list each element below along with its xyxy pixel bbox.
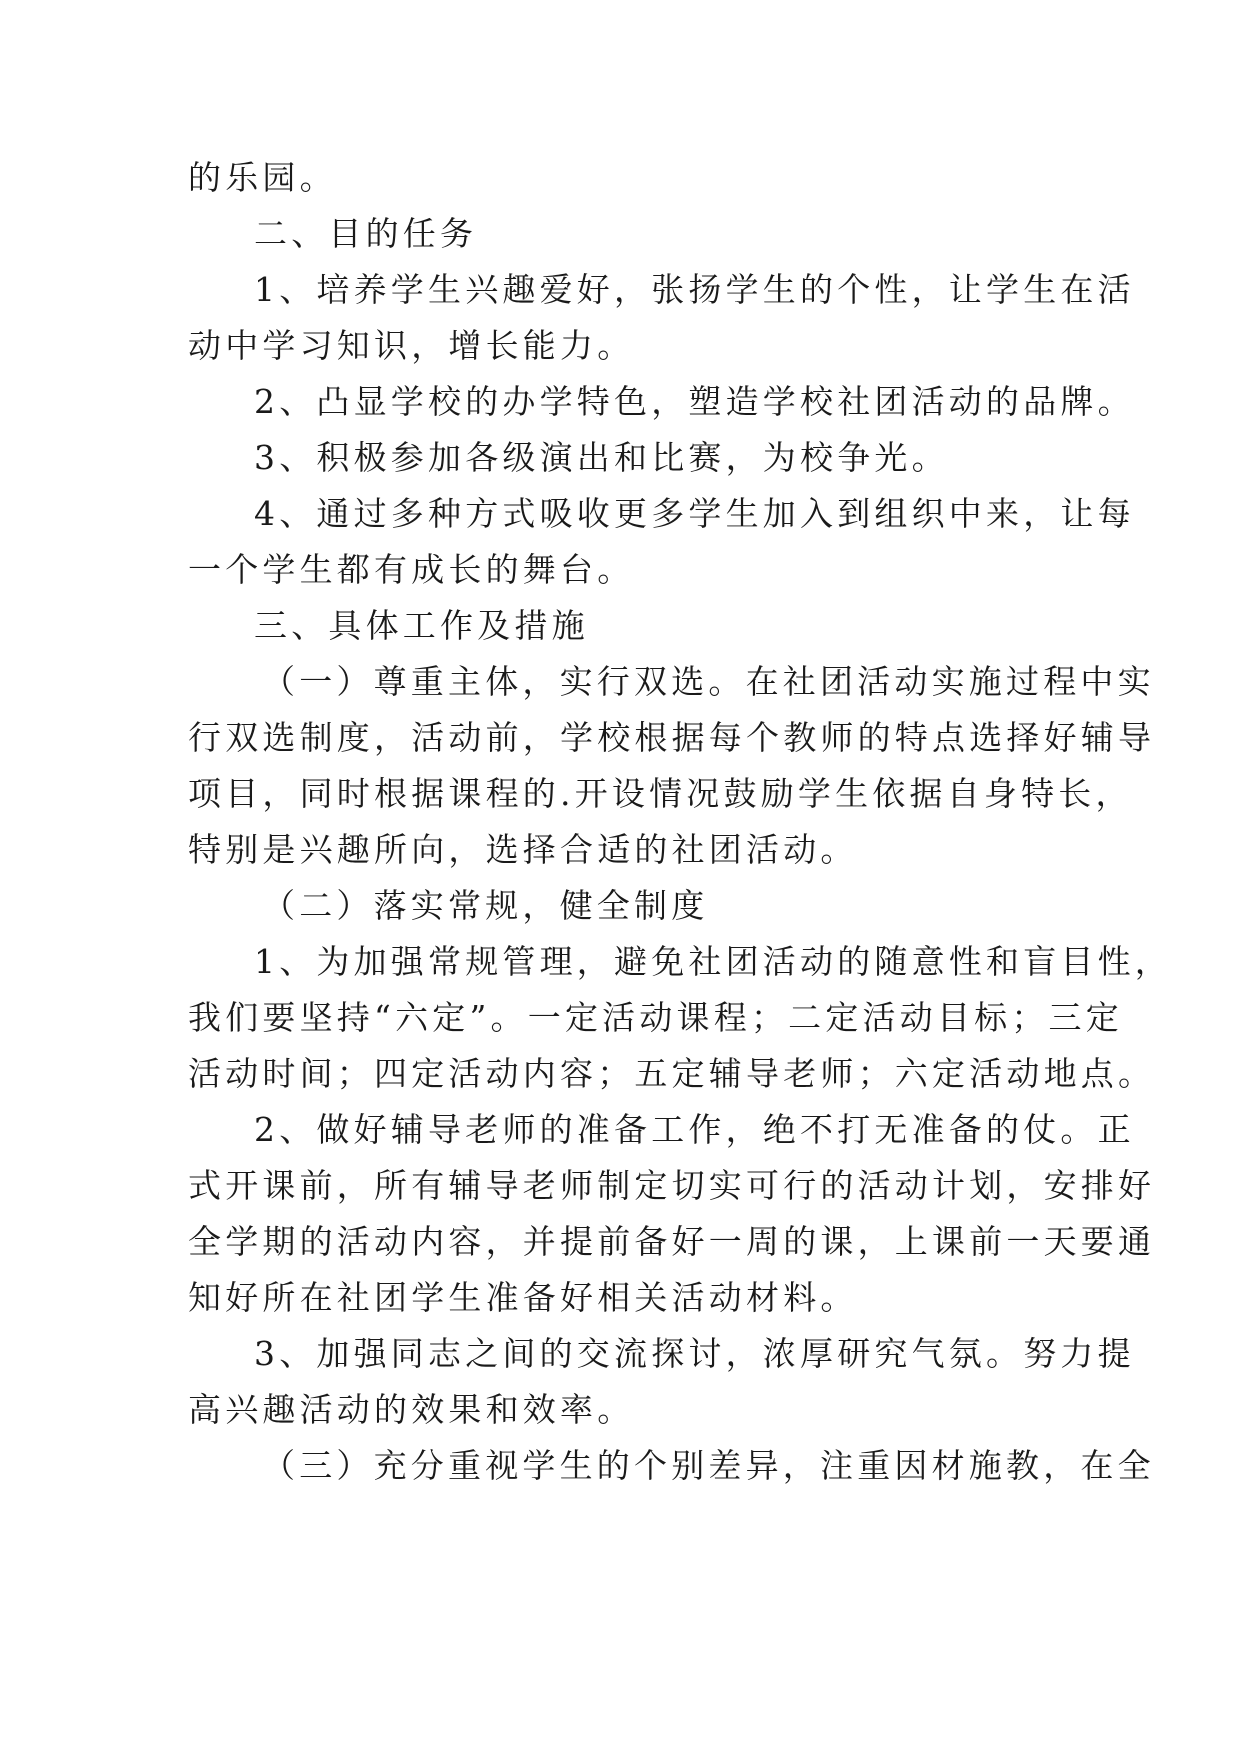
paragraph-line: 一个学生都有成长的舞台。	[188, 550, 635, 589]
paragraph-line: 我们要坚持“六定”。一定活动课程；二定活动目标；三定	[188, 998, 1123, 1037]
paragraph-line: 特别是兴趣所向，选择合适的社团活动。	[188, 830, 858, 869]
paragraph-line: 1、为加强常规管理，避免社团活动的随意性和盲目性，	[254, 942, 1172, 981]
paragraph-line: 知好所在社团学生准备好相关活动材料。	[188, 1278, 858, 1317]
paragraph-line: 动中学习知识，增长能力。	[188, 326, 635, 365]
paragraph-line: 1、培养学生兴趣爱好，张扬学生的个性，让学生在活	[254, 270, 1135, 309]
paragraph-line: 2、做好辅导老师的准备工作，绝不打无准备的仗。正	[254, 1110, 1135, 1149]
paragraph-line: （一）尊重主体，实行双选。在社团活动实施过程中实	[262, 662, 1155, 701]
paragraph-line: 3、加强同志之间的交流探讨，浓厚研究气氛。努力提	[254, 1334, 1135, 1373]
paragraph-line: （三）充分重视学生的个别差异，注重因材施教，在全	[262, 1446, 1155, 1485]
paragraph-line: 4、通过多种方式吸收更多学生加入到组织中来，让每	[254, 494, 1135, 533]
paragraph-line: 的乐园。	[188, 158, 337, 197]
paragraph-line: 全学期的活动内容，并提前备好一周的课，上课前一天要通	[188, 1222, 1156, 1261]
paragraph-line: 项目，同时根据课程的.开设情况鼓励学生依据自身特长，	[188, 774, 1133, 813]
paragraph-line: 3、积极参加各级演出和比赛，为校争光。	[254, 438, 949, 477]
paragraph-line: 高兴趣活动的效果和效率。	[188, 1390, 635, 1429]
section-heading: 二、目的任务	[254, 214, 478, 253]
subsection-heading: （二）落实常规，健全制度	[262, 886, 709, 925]
paragraph-line: 活动时间；四定活动内容；五定辅导老师；六定活动地点。	[188, 1054, 1156, 1093]
section-heading: 三、具体工作及措施	[254, 606, 589, 645]
paragraph-line: 2、凸显学校的办学特色，塑造学校社团活动的品牌。	[254, 382, 1135, 421]
paragraph-line: 式开课前，所有辅导老师制定切实可行的活动计划，安排好	[188, 1166, 1156, 1205]
paragraph-line: 行双选制度，活动前，学校根据每个教师的特点选择好辅导	[188, 718, 1156, 757]
